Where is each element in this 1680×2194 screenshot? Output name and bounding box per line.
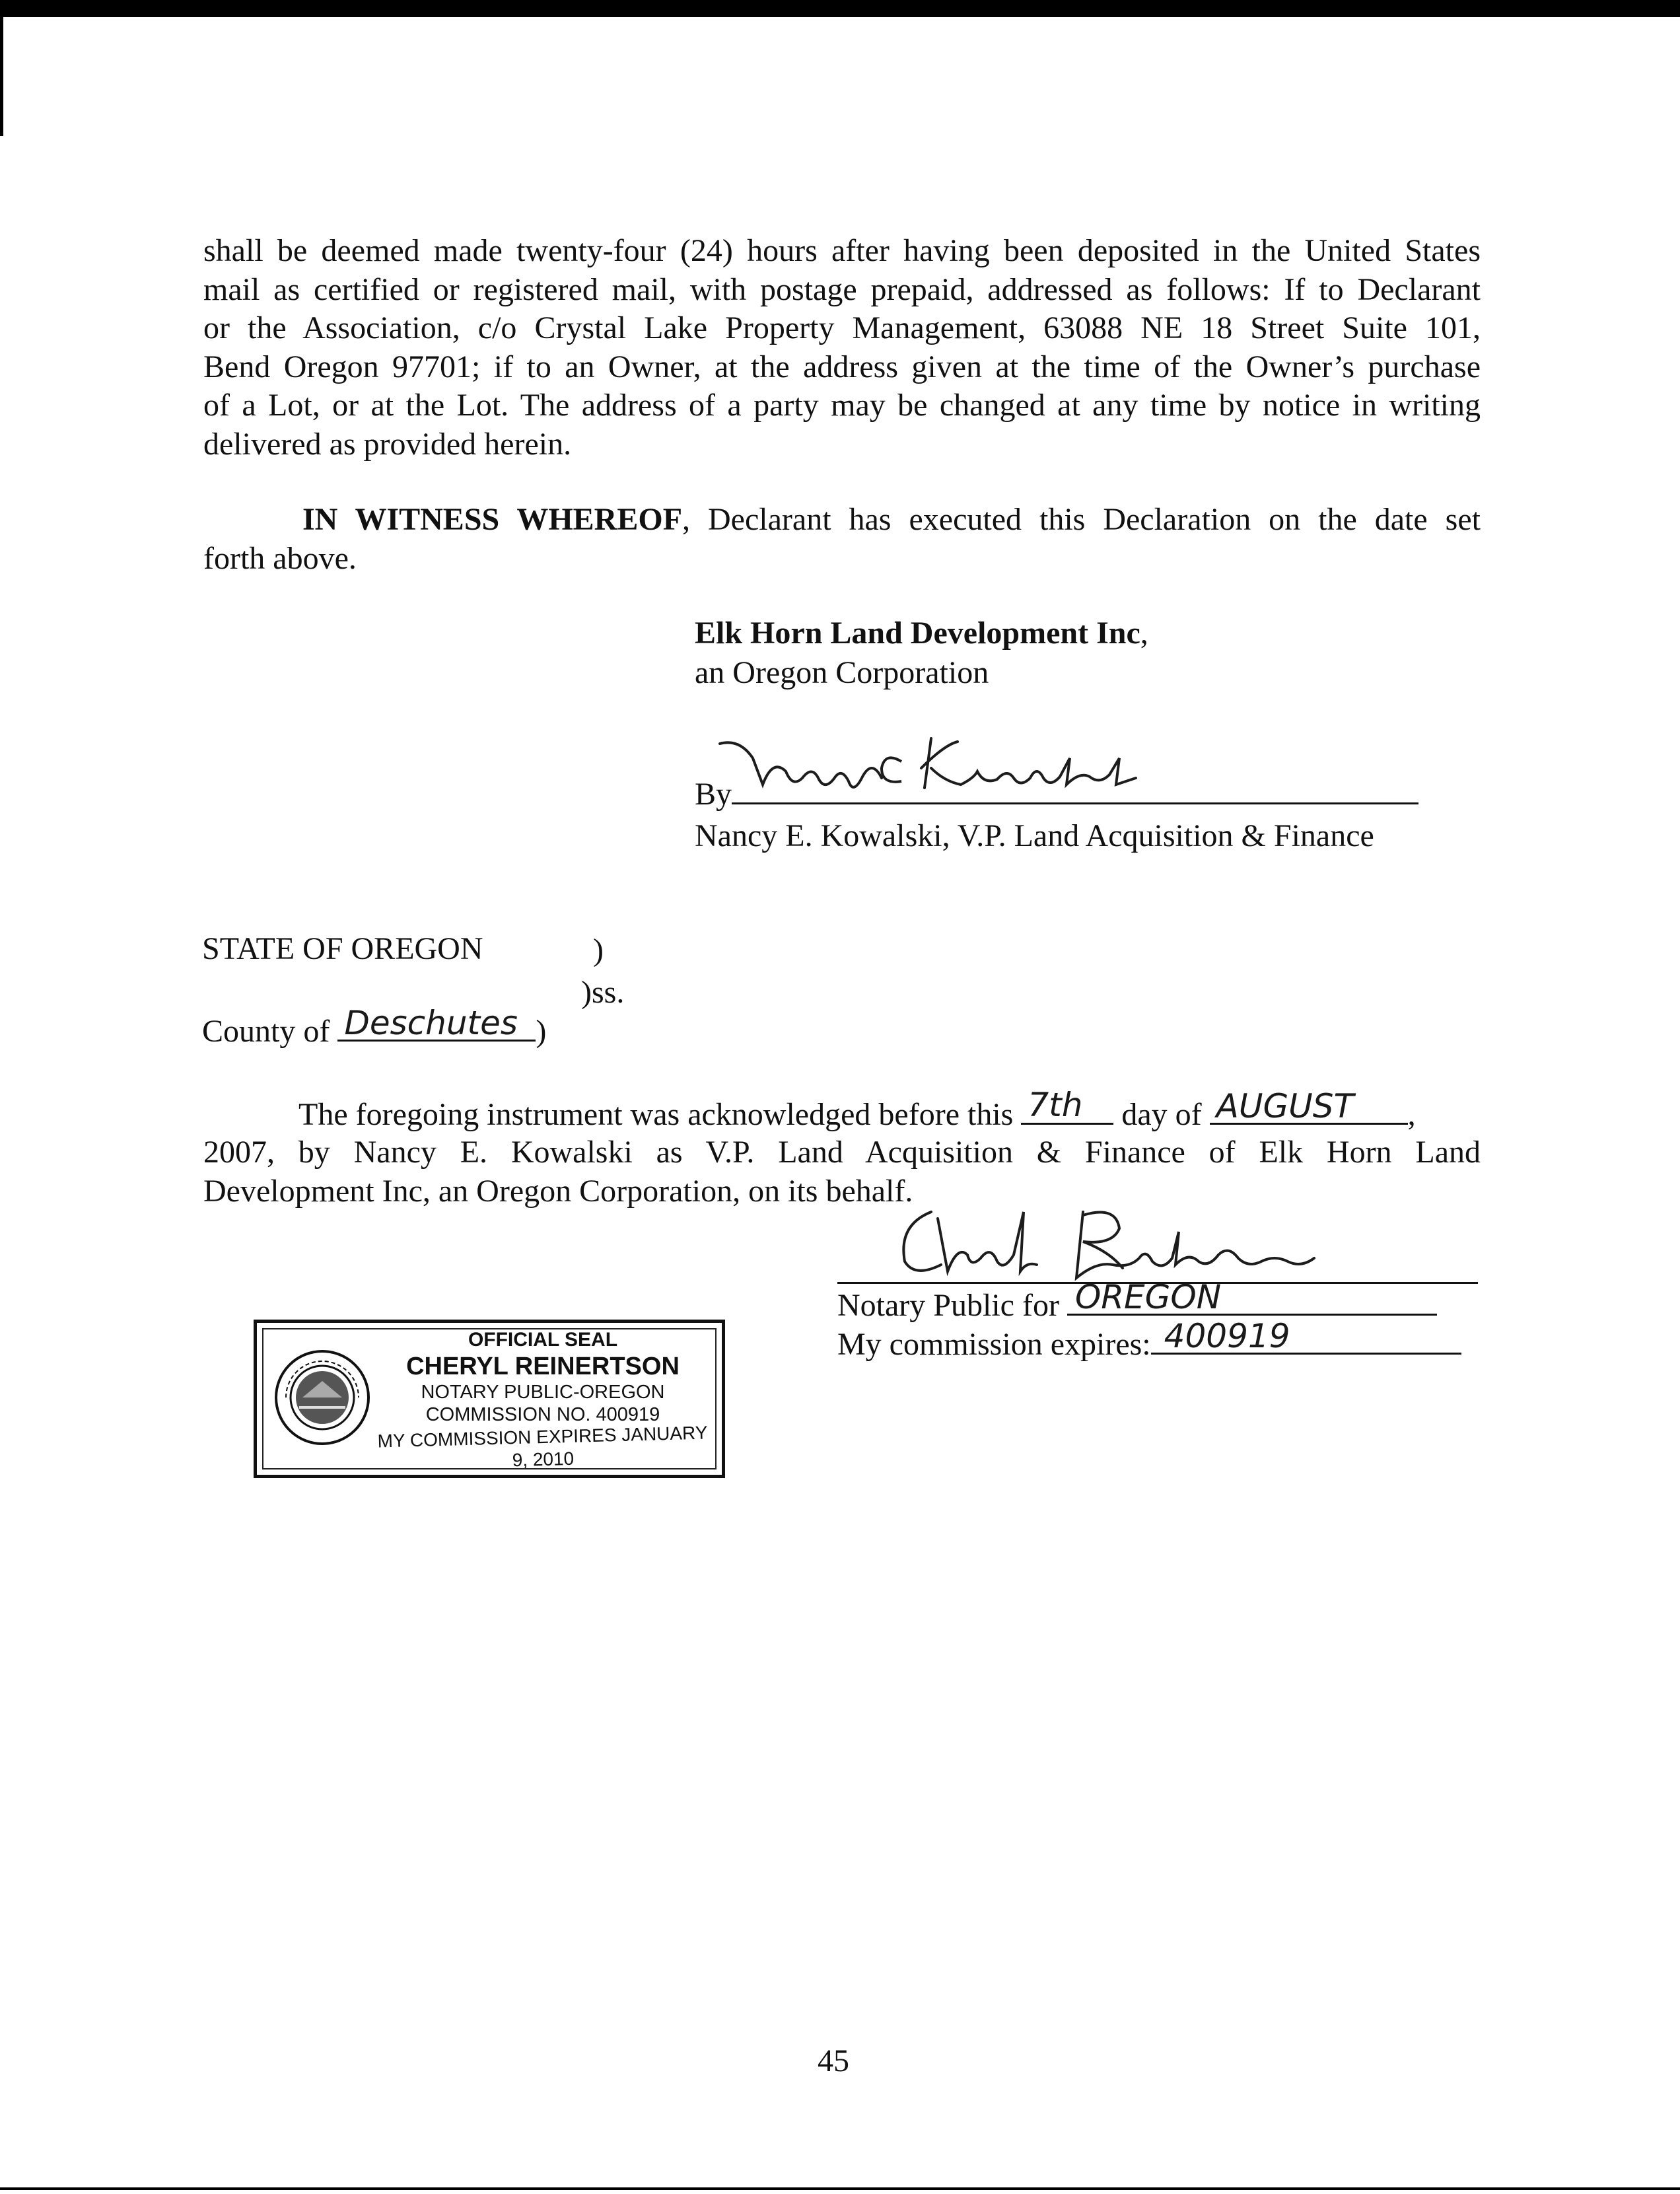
seal-text xyxy=(369,1328,717,1471)
county-line xyxy=(202,1004,547,1051)
notary-public-for-label: Notary Public for xyxy=(837,1288,1059,1323)
commission-line xyxy=(837,1317,1461,1364)
month-handwritten: AUGUST xyxy=(1216,1087,1354,1125)
witness-paragraph xyxy=(203,501,1481,578)
venue-paren-1: ) xyxy=(593,933,604,968)
witness-line-1-rest: , Declarant has executed this Declaration on the date set xyxy=(682,502,1481,537)
month-field xyxy=(1210,1087,1408,1125)
notary-public-for-line xyxy=(837,1278,1437,1325)
notary-public-for-field xyxy=(1067,1278,1437,1316)
ack-day-of: day of xyxy=(1121,1097,1202,1132)
notary-state-handwritten: OREGON xyxy=(1074,1278,1222,1316)
notice-line: delivered as provided herein. xyxy=(203,426,572,462)
ack-line-3: Development Inc, an Oregon Corporation, on its behalf. xyxy=(203,1173,913,1209)
signature-kowalski xyxy=(713,732,1189,818)
official-seal-stamp xyxy=(254,1320,725,1478)
ack-comma: , xyxy=(1407,1097,1416,1132)
notice-paragraph xyxy=(203,232,1481,464)
witness-line-2: forth above. xyxy=(203,540,357,576)
venue-ss: )ss. xyxy=(581,975,625,1010)
day-field xyxy=(1021,1086,1113,1125)
scan-top-border xyxy=(0,0,1680,17)
notice-line: Bend Oregon 97701; if to an Owner, at the address given at the time of the Owner’s purchase xyxy=(203,349,1481,384)
company-type: an Oregon Corporation xyxy=(695,655,989,690)
day-handwritten: 7th xyxy=(1028,1086,1083,1124)
county-handwritten: Deschutes xyxy=(344,1004,518,1042)
signature-reinertson xyxy=(885,1199,1334,1291)
company-name-comma: , xyxy=(1140,616,1148,651)
seal-line-4: COMMISSION NO. 400919 xyxy=(425,1404,660,1425)
ack-line-2: 2007, by Nancy E. Kowalski as V.P. Land Acquisition & Finance of Elk Horn Land xyxy=(203,1135,1481,1170)
witness-lead: IN WITNESS WHEREOF xyxy=(302,502,683,537)
seal-line-3: NOTARY PUBLIC-OREGON xyxy=(421,1382,665,1403)
page-number: 45 xyxy=(818,2043,849,2078)
seal-line-1: OFFICIAL SEAL xyxy=(468,1329,618,1351)
notice-line: or the Association, c/o Crystal Lake Property Management, 63088 NE 18 Street Suite 101, xyxy=(203,310,1481,345)
company-name xyxy=(695,614,1148,653)
venue-paren-2: ) xyxy=(536,1014,547,1049)
witness-line-1 xyxy=(203,501,1481,540)
commission-handwritten: 400919 xyxy=(1164,1317,1290,1355)
county-field xyxy=(337,1004,536,1042)
state-label: STATE OF OREGON xyxy=(202,931,483,966)
ack-line-1 xyxy=(298,1086,1416,1134)
by-label: By xyxy=(695,777,732,812)
seal-line-2: CHERYL REINERTSON xyxy=(406,1353,680,1380)
notice-line: of a Lot, or at the Lot. The address of a party may be changed at any time by notice in writing xyxy=(203,388,1481,423)
notice-line: shall be deemed made twenty-four (24) hours after having been deposited in the United States xyxy=(203,233,1481,268)
county-label: County of xyxy=(202,1014,330,1049)
scan-bottom-border xyxy=(0,2187,1680,2190)
commission-label: My commission expires: xyxy=(837,1327,1151,1362)
state-seal-emblem xyxy=(273,1348,372,1447)
company-name-text: Elk Horn Land Development Inc xyxy=(695,616,1140,651)
seal-line-5: MY COMMISSION EXPIRES JANUARY 9, 2010 xyxy=(377,1422,708,1471)
ack-lead: The foregoing instrument was acknowledged before this xyxy=(298,1097,1014,1132)
signatory-name-title: Nancy E. Kowalski, V.P. Land Acquisition & Finance xyxy=(695,818,1374,853)
commission-field xyxy=(1151,1317,1461,1355)
scan-left-mark xyxy=(0,17,3,136)
notice-line: mail as certified or registered mail, with postage prepaid, addressed as follows: If to Declarant xyxy=(203,271,1481,307)
